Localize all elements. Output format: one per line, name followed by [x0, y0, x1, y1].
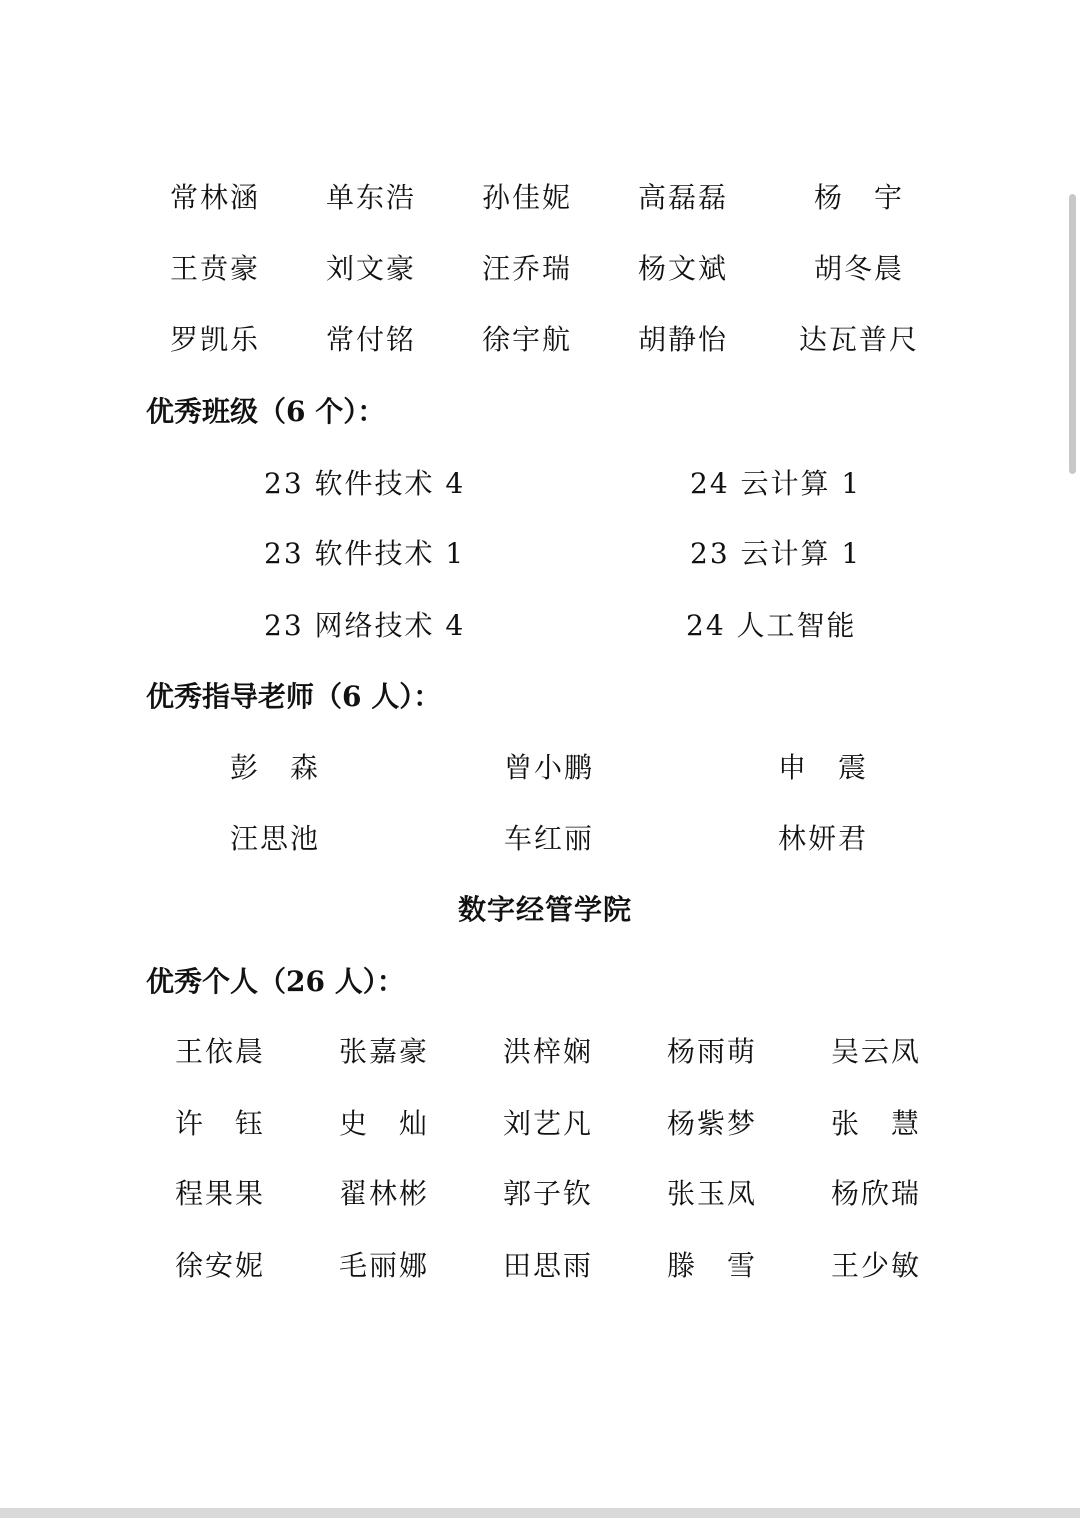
section-heading-classes: 优秀班级（6 个）：: [146, 395, 386, 428]
list-item: 24 云计算 1: [690, 467, 862, 500]
list-item: 王依晨: [175, 1035, 266, 1068]
list-item: 毛丽娜: [339, 1249, 430, 1282]
list-item: 23 网络技术 4: [264, 609, 466, 642]
list-item: 杨欣瑞: [831, 1177, 922, 1210]
college-title: 数字经管学院: [457, 893, 632, 926]
list-item: 彭 森: [230, 751, 321, 784]
list-item: 滕 雪: [667, 1249, 758, 1282]
list-item: 田思雨: [503, 1249, 594, 1282]
list-item: 车红丽: [504, 822, 595, 855]
list-item: 张玉凤: [667, 1177, 758, 1210]
list-item: 孙佳妮: [482, 181, 573, 214]
list-item: 张嘉豪: [339, 1035, 430, 1068]
list-item: 高磊磊: [638, 181, 729, 214]
list-item: 许 钰: [175, 1107, 266, 1140]
list-item: 23 软件技术 1: [264, 537, 466, 570]
list-item: 王贲豪: [170, 252, 261, 285]
vertical-scrollbar[interactable]: [1066, 190, 1080, 480]
list-item: 郭子钦: [503, 1177, 594, 1210]
list-item: 王少敏: [831, 1249, 922, 1282]
section-heading-teachers: 优秀指导老师（6 人）：: [146, 680, 442, 713]
list-item: 程果果: [175, 1177, 266, 1210]
list-item: 达瓦普尺: [799, 323, 920, 356]
list-item: 汪乔瑞: [482, 252, 573, 285]
scrollbar-thumb[interactable]: [1069, 194, 1076, 474]
list-item: 刘文豪: [326, 252, 417, 285]
list-item: 徐安妮: [175, 1249, 266, 1282]
list-item: 常林涵: [170, 181, 261, 214]
page-bottom-edge: [0, 1508, 1080, 1518]
list-item: 胡静怡: [638, 323, 729, 356]
list-item: 杨紫梦: [667, 1107, 758, 1140]
list-item: 杨雨萌: [667, 1035, 758, 1068]
list-item: 单东浩: [326, 181, 417, 214]
list-item: 张 慧: [831, 1107, 922, 1140]
list-item: 胡冬晨: [814, 252, 905, 285]
list-item: 吴云凤: [831, 1035, 922, 1068]
list-item: 常付铭: [326, 323, 417, 356]
list-item: 杨 宇: [814, 181, 905, 214]
list-item: 徐宇航: [482, 323, 573, 356]
list-item: 翟林彬: [339, 1177, 430, 1210]
section-heading-individuals: 优秀个人（26 人）：: [146, 965, 405, 998]
list-item: 杨文斌: [638, 252, 729, 285]
list-item: 刘艺凡: [503, 1107, 594, 1140]
list-item: 申 震: [778, 751, 869, 784]
list-item: 23 软件技术 4: [264, 467, 466, 500]
list-item: 洪梓娴: [503, 1035, 594, 1068]
list-item: 林妍君: [778, 822, 869, 855]
list-item: 罗凯乐: [170, 323, 261, 356]
list-item: 24 人工智能: [686, 609, 857, 642]
list-item: 23 云计算 1: [690, 537, 862, 570]
list-item: 史 灿: [339, 1107, 430, 1140]
list-item: 曾小鹏: [504, 751, 595, 784]
list-item: 汪思池: [230, 822, 321, 855]
